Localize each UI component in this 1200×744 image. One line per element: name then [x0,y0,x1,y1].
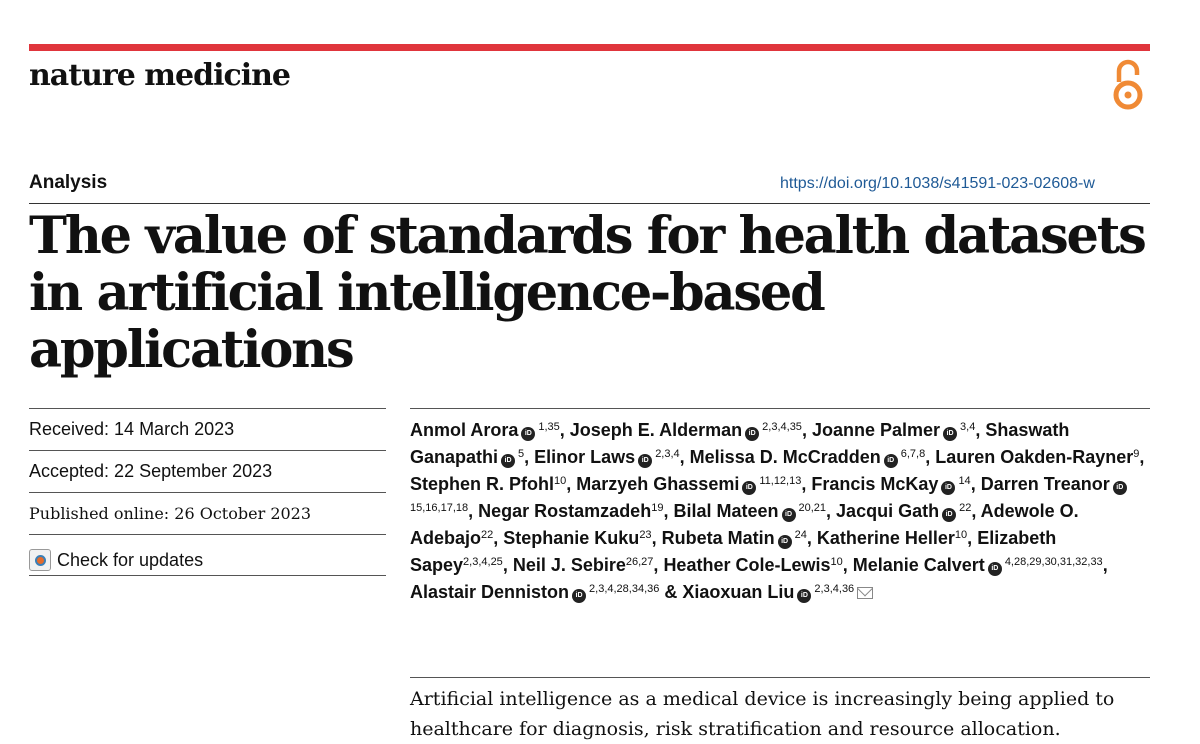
author-affiliations[interactable]: 20,21 [798,502,827,514]
author-name[interactable]: Joanne Palmer [811,420,941,440]
abstract-divider [410,677,1150,678]
orcid-icon[interactable]: iD [782,508,796,522]
open-access-icon[interactable] [1110,58,1146,112]
doi-link[interactable]: https://doi.org/10.1038/s41591-023-02608-w [780,175,1095,192]
author-separator: , [524,447,535,467]
author-separator: , [842,555,853,575]
author-separator: , [468,501,479,521]
author-affiliations[interactable]: 14 [958,475,971,487]
abstract-text: Artificial intelligence as a medical device is increasingly being applied to healthcare for diagnosis, risk stratification and resource allocation. [410,688,1115,740]
dates-panel [29,408,386,576]
author-name[interactable]: Katherine Heller [816,528,955,548]
author-name[interactable]: Elizabeth Sapey [410,528,1057,575]
author-affiliations[interactable]: 2,3,4,36 [814,583,855,595]
author-separator: & [659,582,683,602]
orcid-icon[interactable]: iD [942,508,956,522]
orcid-icon[interactable]: iD [988,562,1002,576]
article-title: The value of standards for health datasets in artificial intelligence-based applications [29,206,1145,380]
author-separator: , [1102,555,1108,575]
author-name[interactable]: Jacqui Gath [836,501,940,521]
author-separator: , [806,528,817,548]
author-separator: , [663,501,674,521]
author-separator: , [970,474,981,494]
author-name[interactable]: Lauren Oakden-Rayner [935,447,1134,467]
author-separator: , [975,420,986,440]
author-separator: , [801,420,812,440]
author-name[interactable]: Adewole O. Adebajo [410,501,1079,548]
check-updates-label: Check for updates [57,549,204,570]
author-affiliations[interactable]: 10 [830,556,843,568]
orcid-icon[interactable]: iD [521,427,535,441]
author-name[interactable]: Marzyeh Ghassemi [576,474,740,494]
check-updates-button[interactable] [29,534,386,576]
author-name[interactable]: Melissa D. McCradden [689,447,881,467]
journal-name[interactable]: nature medicine [29,58,291,93]
author-name[interactable]: Anmol Arora [410,420,519,440]
author-name[interactable]: Darren Treanor [980,474,1110,494]
author-name[interactable]: Stephen R. Pfohl [410,474,554,494]
orcid-icon[interactable]: iD [501,454,515,468]
received-date: Received: 14 March 2023 [29,408,386,450]
author-separator: , [1139,447,1145,467]
author-affiliations[interactable]: 2,3,4,35 [762,421,802,433]
author-affiliations[interactable]: 26,27 [625,556,654,568]
orcid-icon[interactable]: iD [941,481,955,495]
orcid-icon[interactable]: iD [797,589,811,603]
author-separator: , [566,474,577,494]
orcid-icon[interactable]: iD [1113,481,1127,495]
orcid-icon[interactable]: iD [745,427,759,441]
author-separator: , [502,555,513,575]
author-affiliations[interactable]: 4,28,29,30,31,32,33 [1004,556,1103,568]
author-separator: , [826,501,837,521]
author-separator: , [559,420,570,440]
check-updates-icon [29,549,51,571]
orcid-icon[interactable]: iD [778,535,792,549]
author-separator: , [679,447,690,467]
author-affiliations[interactable]: 2,3,4,25 [463,556,503,568]
author-list [410,408,1150,606]
author-affiliations[interactable]: 10 [954,529,968,541]
email-icon[interactable] [857,587,873,599]
author-name[interactable]: Shaswath Ganapathi [410,420,1070,467]
author-affiliations[interactable]: 5 [518,448,525,460]
author-name[interactable]: Francis McKay [811,474,939,494]
article-type: Analysis [29,172,108,193]
author-name[interactable]: Alastair Denniston [410,582,570,602]
published-date: Published online: 26 October 2023 [29,492,386,534]
orcid-icon[interactable]: iD [572,589,586,603]
author-affiliations[interactable]: 19 [651,502,664,514]
orcid-icon[interactable]: iD [884,454,898,468]
header-divider [29,203,1150,204]
author-affiliations[interactable]: 22 [959,502,972,514]
author-name[interactable]: Bilal Mateen [673,501,779,521]
author-name[interactable]: Joseph E. Alderman [569,420,743,440]
author-affiliations[interactable]: 24 [794,529,807,541]
author-affiliations[interactable]: 22 [481,529,494,541]
author-affiliations[interactable]: 11,12,13 [759,475,802,487]
orcid-icon[interactable]: iD [742,481,756,495]
author-affiliations[interactable]: 2,3,4,28,34,36 [589,583,660,595]
author-separator: , [971,501,981,521]
author-name[interactable]: Neil J. Sebire [512,555,626,575]
author-affiliations[interactable]: 6,7,8 [900,448,926,460]
author-name[interactable]: Stephanie Kuku [503,528,640,548]
author-affiliations[interactable]: 9 [1133,448,1140,460]
author-separator: , [967,528,978,548]
author-separator: , [925,447,936,467]
orcid-icon[interactable]: iD [638,454,652,468]
author-name[interactable]: Melanie Calvert [852,555,985,575]
author-name[interactable]: Negar Rostamzadeh [478,501,652,521]
author-separator: , [651,528,662,548]
author-name[interactable]: Xiaoxuan Liu [682,582,795,602]
author-separator: , [801,474,812,494]
author-affiliations[interactable]: 2,3,4 [655,448,680,460]
author-affiliations[interactable]: 15,16,17,18 [410,502,469,514]
author-name[interactable]: Rubeta Matin [661,528,775,548]
author-separator: , [653,555,664,575]
author-affiliations[interactable]: 1,35 [538,421,560,433]
journal-color-bar [29,44,1150,51]
orcid-icon[interactable]: iD [943,427,957,441]
author-affiliations[interactable]: 10 [554,475,567,487]
author-separator: , [493,528,504,548]
accepted-date: Accepted: 22 September 2023 [29,450,386,492]
author-name[interactable]: Heather Cole-Lewis [663,555,831,575]
author-affiliations[interactable]: 23 [639,529,652,541]
author-affiliations[interactable]: 3,4 [960,421,976,433]
author-name[interactable]: Elinor Laws [534,447,636,467]
